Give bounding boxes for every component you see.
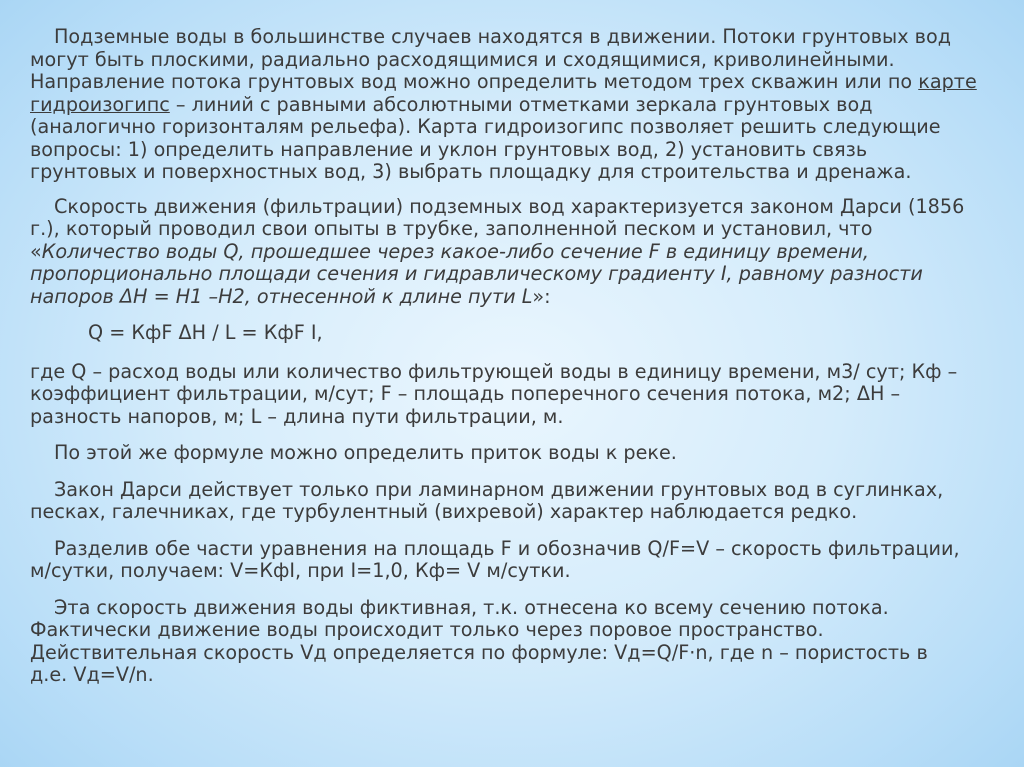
text-line: пропорционально площади сечения и гидравлическому градиенту I, равному разности [30,262,923,285]
text-line: (аналогично горизонталям рельефа). Карта гидроизогипс позволяет решить следующие [30,115,941,138]
text-line: Закон Дарси действует только при ламинарном движении грунтовых вод в суглинках, [54,477,944,501]
paragraph-groundwater-movement [30,26,1005,184]
paragraph-filtration-speed [30,538,1005,583]
italic-quote: Количество воды Q, прошедшее через какое-либо сечение F в единицу времени, [41,239,870,263]
text-segment: « [30,239,42,263]
text-line: песках, галечниках, где турбулентный (вихревой) характер наблюдается редко. [30,500,858,523]
paragraph-formula-legend [30,361,1005,429]
link-isohypse-map[interactable]: карте [918,70,977,93]
text-line: Скорость движения (фильтрации) подземных вод характеризуется законом Дарси (1856 [54,194,965,218]
text-line: м/сутки, получаем: V=КфI, при I=1,0, Кф= V м/сутки. [30,559,571,582]
text-line: Разделив обе части уравнения на площадь F и обозначив Q/F=V – скорость фильтрации, [54,536,960,560]
text-line: могут быть плоскими, радиально расходящимися и сходящимися, криволинейными. [30,47,895,71]
text-line: Действительная скорость Vд определяется по формуле: Vд=Q/F·n, где n – пористость в [30,640,928,664]
italic-quote: напоров ΔН = Н1 –Н2, отнесенной к длине пути L [30,284,533,308]
link-isohypse-map-cont[interactable]: гидроизогипс [30,92,170,116]
paragraph-darcy-law [30,196,1005,309]
text-line: вопросы: 1) определить направление и уклон грунтовых вод, 2) установить связь [30,137,868,161]
text-segment: Направление потока грунтовых вод можно определить методом трех скважин или по [30,70,919,93]
text-line: д.е. Vд=V/n. [30,663,154,686]
text-segment: – линий с равными абсолютными отметками зеркала грунтовых вод [169,92,873,116]
text-line: грунтовых и поверхностных вод, 3) выбрать площадку для строительства и дренажа. [30,160,912,183]
darcy-formula: Q = КфF ΔН / L = КфF I, [88,321,323,344]
text-line: По этой же формуле можно определить приток воды к реке. [54,441,677,464]
text-line [30,241,1005,264]
text-line [30,286,1005,309]
paragraph-actual-speed [30,597,1005,687]
text-line: разность напоров, м; L – длина пути фильтрации, м. [30,404,564,428]
text-line: Подземные воды в большинстве случаев находятся в движении. Потоки грунтовых вод [54,25,951,48]
text-line: г.), который проводил свои опыты в трубке, заполненной песком и установил, что [30,217,873,240]
paragraph-river-inflow [30,442,1005,465]
text-line: Фактически движение воды происходит только через поровое пространство. [30,618,824,641]
paragraph-laminar-flow [30,479,1005,524]
text-segment: »: [532,284,551,308]
text-line [30,71,1005,94]
text-line: Эта скорость движения воды фиктивная, т.к. отнесена ко всему сечению потока. [54,595,889,619]
text-line: где Q – расход воды или количество фильтрующей воды в единицу времени, м3/ сут; Кф – [30,359,958,383]
text-line: коэффициент фильтрации, м/сут; F – площадь поперечного сечения потока, м2; ΔН – [30,382,901,405]
text-line [30,94,1005,117]
slide-body [30,26,1005,701]
